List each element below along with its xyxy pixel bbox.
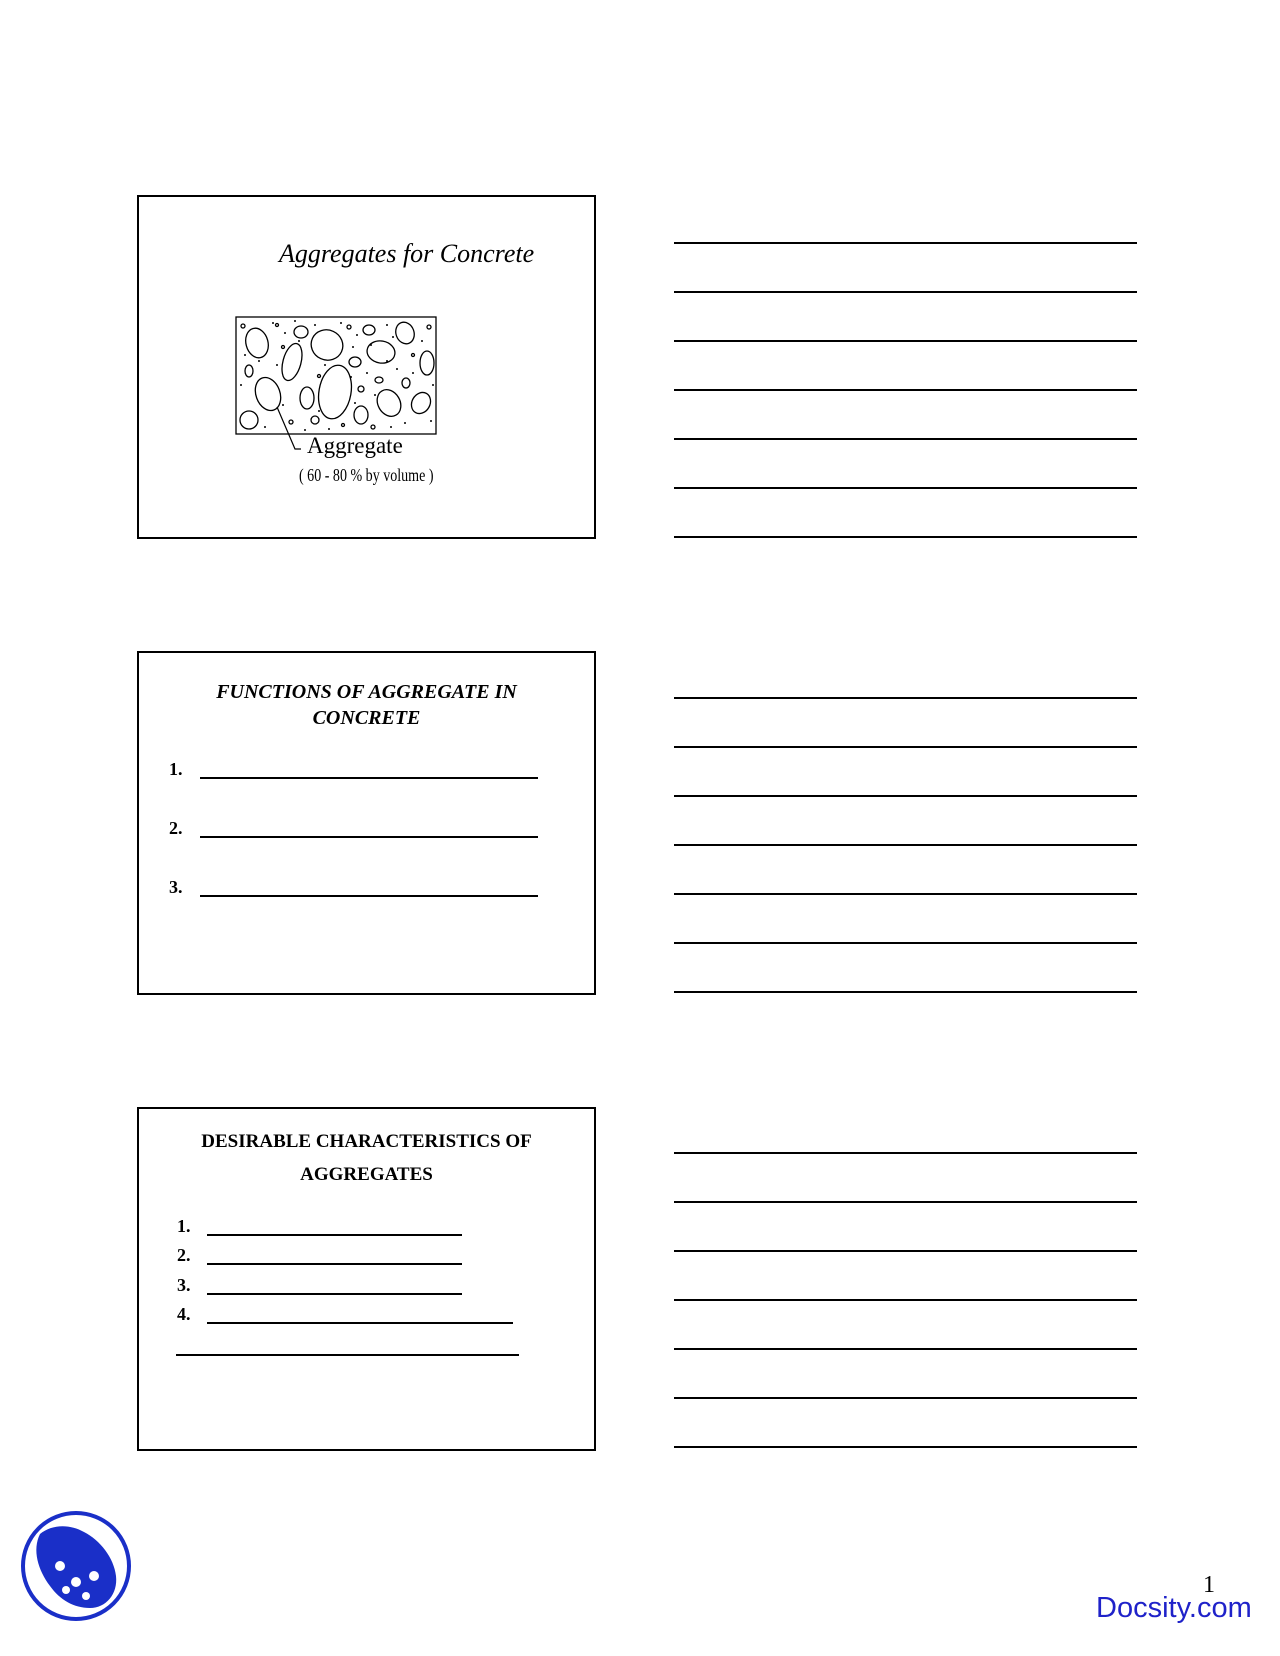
note-line (674, 991, 1137, 993)
list-number: 3. (169, 877, 183, 897)
blank-answer-line (207, 1234, 462, 1236)
docsity-ladybug-icon (20, 1510, 132, 1622)
note-line (674, 438, 1137, 440)
note-line (674, 1397, 1137, 1399)
list-number: 4. (177, 1304, 191, 1324)
blank-answer-line (176, 1354, 519, 1356)
aggregate-volume-note: ( 60 - 80 % by volume ) (299, 465, 434, 485)
heading-line-1: FUNCTIONS OF AGGREGATE IN (216, 681, 517, 703)
slide-heading (139, 679, 594, 731)
list-number: 2. (169, 818, 183, 838)
note-line (674, 1250, 1137, 1252)
note-line (674, 942, 1137, 944)
blank-answer-line (207, 1263, 462, 1265)
docsity-brand-text[interactable]: Docsity.com (1096, 1592, 1252, 1624)
blank-answer-line (200, 895, 538, 897)
note-line (674, 795, 1137, 797)
note-line (674, 1299, 1137, 1301)
heading-line-2: AGGREGATES (300, 1164, 433, 1185)
aggregate-label: Aggregate (307, 433, 403, 458)
list-number: 1. (169, 759, 183, 779)
heading-line-2: CONCRETE (312, 707, 421, 729)
note-line (674, 242, 1137, 244)
note-line (674, 340, 1137, 342)
heading-line-1: DESIRABLE CHARACTERISTICS OF (201, 1131, 532, 1152)
slide-desirable-characteristics (137, 1107, 596, 1451)
page-number: 1 (1203, 1572, 1215, 1598)
note-line (674, 697, 1137, 699)
note-line (674, 893, 1137, 895)
note-line (674, 1201, 1137, 1203)
blank-answer-line (207, 1322, 513, 1324)
note-line (674, 746, 1137, 748)
note-line (674, 844, 1137, 846)
note-line (674, 389, 1137, 391)
slide-heading (139, 1125, 594, 1191)
note-line (674, 487, 1137, 489)
blank-answer-line (200, 777, 538, 779)
blank-answer-line (207, 1293, 462, 1295)
note-line (674, 1152, 1137, 1154)
list-number: 3. (177, 1275, 191, 1295)
note-line (674, 291, 1137, 293)
slide-functions-of-aggregate (137, 651, 596, 995)
blank-answer-line (200, 836, 538, 838)
note-line (674, 536, 1137, 538)
note-line (674, 1446, 1137, 1448)
list-number: 2. (177, 1245, 191, 1265)
note-line (674, 1348, 1137, 1350)
list-number: 1. (177, 1216, 191, 1236)
slide-aggregates-for-concrete (137, 195, 596, 539)
slide-title: Aggregates for Concrete (279, 239, 535, 268)
